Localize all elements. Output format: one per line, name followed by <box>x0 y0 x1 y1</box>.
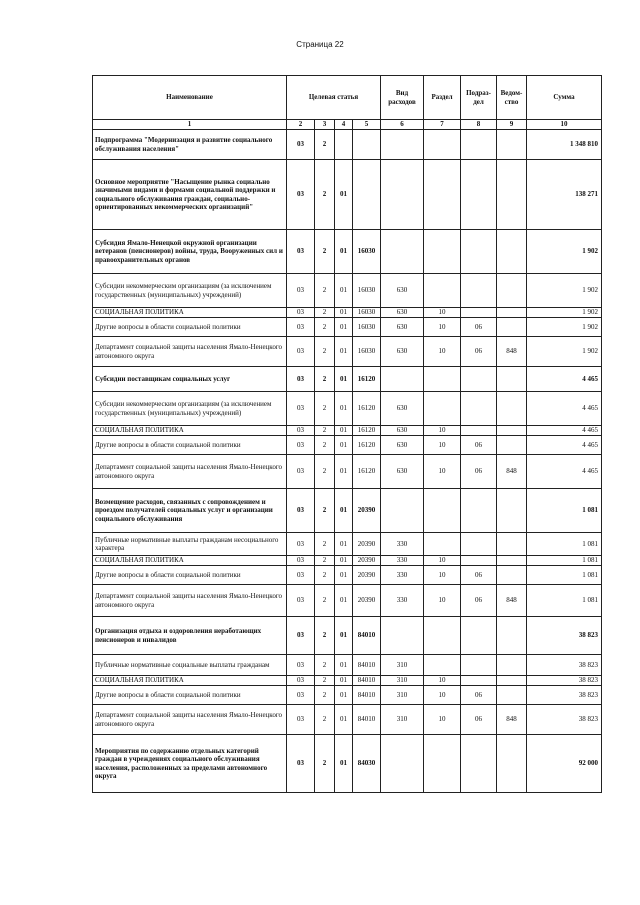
budget-table <box>92 75 602 793</box>
row-subsection <box>461 489 497 533</box>
row-sum: 38 823 <box>527 617 602 655</box>
row-target-code: 84030 <box>353 735 381 793</box>
table-row <box>93 617 602 655</box>
row-sum: 1 902 <box>527 337 602 367</box>
table-row <box>93 705 602 735</box>
row-subsection: 06 <box>461 585 497 617</box>
row-target-code: 16030 <box>353 308 381 318</box>
row-target-event: 01 <box>335 489 353 533</box>
row-target-code: 16120 <box>353 367 381 392</box>
row-name: Другие вопросы в области социальной политики <box>93 436 287 455</box>
row-target-program: 03 <box>287 367 315 392</box>
row-subsection <box>461 426 497 436</box>
row-sum: 1 902 <box>527 274 602 308</box>
row-sum: 1 081 <box>527 556 602 566</box>
table-row <box>93 735 602 793</box>
row-target-subprogram: 2 <box>315 455 335 489</box>
row-target-program: 03 <box>287 160 315 230</box>
row-target-program: 03 <box>287 130 315 160</box>
row-sum: 38 823 <box>527 686 602 705</box>
row-target-subprogram: 2 <box>315 617 335 655</box>
row-target-code: 20390 <box>353 556 381 566</box>
row-target-program: 03 <box>287 318 315 337</box>
row-target-program: 03 <box>287 585 315 617</box>
row-name: Публичные нормативные выплаты гражданам несоциального характера <box>93 533 287 556</box>
row-expense-type: 310 <box>381 686 424 705</box>
row-target-subprogram: 2 <box>315 676 335 686</box>
row-expense-type: 330 <box>381 566 424 585</box>
row-target-program: 03 <box>287 337 315 367</box>
row-target-subprogram: 2 <box>315 533 335 556</box>
row-target-subprogram: 2 <box>315 556 335 566</box>
row-sum: 1 081 <box>527 585 602 617</box>
row-target-code: 16030 <box>353 230 381 274</box>
row-name: Организация отдыха и оздоровления неработающих пенсионеров и инвалидов <box>93 617 287 655</box>
row-target-program: 03 <box>287 617 315 655</box>
row-department <box>497 676 527 686</box>
row-name: Основное мероприятие "Насыщение рынка социально значимыми видами и формами социальной поддержки и социального обслуживания граждан, социально-ориентированных некоммерческих организаций" <box>93 160 287 230</box>
header-subsection: Подраз-дел <box>461 76 497 120</box>
row-expense-type: 630 <box>381 392 424 426</box>
row-target-program: 03 <box>287 686 315 705</box>
row-sum: 92 000 <box>527 735 602 793</box>
row-expense-type: 630 <box>381 308 424 318</box>
row-subsection <box>461 392 497 426</box>
row-target-program: 03 <box>287 566 315 585</box>
row-subsection: 06 <box>461 455 497 489</box>
row-section <box>424 392 461 426</box>
row-expense-type: 330 <box>381 585 424 617</box>
col-number: 4 <box>335 120 353 130</box>
row-section <box>424 617 461 655</box>
row-expense-type: 310 <box>381 705 424 735</box>
row-department <box>497 318 527 337</box>
row-target-program: 03 <box>287 655 315 676</box>
row-target-subprogram: 2 <box>315 655 335 676</box>
row-target-code: 20390 <box>353 489 381 533</box>
row-target-program: 03 <box>287 705 315 735</box>
row-section: 10 <box>424 556 461 566</box>
row-sum: 38 823 <box>527 655 602 676</box>
row-subsection <box>461 617 497 655</box>
row-target-event: 01 <box>335 230 353 274</box>
row-expense-type <box>381 735 424 793</box>
col-number: 7 <box>424 120 461 130</box>
row-section <box>424 160 461 230</box>
row-expense-type: 630 <box>381 274 424 308</box>
header-exp-type: Вид расходов <box>381 76 424 120</box>
row-expense-type <box>381 489 424 533</box>
row-target-program: 03 <box>287 230 315 274</box>
header-section: Раздел <box>424 76 461 120</box>
table-row <box>93 230 602 274</box>
row-subsection <box>461 655 497 676</box>
row-section <box>424 367 461 392</box>
row-section: 10 <box>424 585 461 617</box>
row-target-event: 01 <box>335 556 353 566</box>
table-header <box>93 76 602 130</box>
row-subsection: 06 <box>461 686 497 705</box>
row-section: 10 <box>424 436 461 455</box>
col-number: 5 <box>353 120 381 130</box>
row-target-subprogram: 2 <box>315 337 335 367</box>
row-section: 10 <box>424 426 461 436</box>
row-subsection <box>461 160 497 230</box>
row-section <box>424 489 461 533</box>
row-sum: 1 081 <box>527 489 602 533</box>
col-number: 9 <box>497 120 527 130</box>
row-name: Подпрограмма "Модернизация и развитие социального обслуживания населения" <box>93 130 287 160</box>
row-sum: 1 348 810 <box>527 130 602 160</box>
row-target-program: 03 <box>287 274 315 308</box>
row-sum: 4 465 <box>527 426 602 436</box>
row-target-code: 84010 <box>353 686 381 705</box>
table-row <box>93 392 602 426</box>
row-department <box>497 556 527 566</box>
table-row <box>93 585 602 617</box>
row-target-event: 01 <box>335 436 353 455</box>
row-department: 848 <box>497 337 527 367</box>
row-target-event: 01 <box>335 617 353 655</box>
row-department <box>497 160 527 230</box>
header-sum: Сумма <box>527 76 602 120</box>
row-expense-type: 310 <box>381 655 424 676</box>
row-section: 10 <box>424 308 461 318</box>
row-target-program: 03 <box>287 392 315 426</box>
row-department: 848 <box>497 455 527 489</box>
row-sum: 1 081 <box>527 533 602 556</box>
row-target-event: 01 <box>335 426 353 436</box>
row-target-event: 01 <box>335 585 353 617</box>
row-department: 848 <box>497 585 527 617</box>
col-number: 8 <box>461 120 497 130</box>
row-target-code <box>353 160 381 230</box>
row-target-event: 01 <box>335 274 353 308</box>
row-name: Субсидия Ямало-Ненецкой окружной организации ветеранов (пенсионеров) войны, труда, Вооруженных сил и правоохранительных органов <box>93 230 287 274</box>
row-target-event: 01 <box>335 533 353 556</box>
table-row <box>93 436 602 455</box>
table-row <box>93 367 602 392</box>
row-target-event <box>335 130 353 160</box>
row-name: Мероприятия по содержанию отдельных категорий граждан в учреждениях социального обслуживания населения, расположенных за пределами автономного округа <box>93 735 287 793</box>
row-department <box>497 130 527 160</box>
row-target-code: 84010 <box>353 655 381 676</box>
row-name: Субсидии поставщикам социальных услуг <box>93 367 287 392</box>
row-section <box>424 655 461 676</box>
row-target-subprogram: 2 <box>315 230 335 274</box>
row-section: 10 <box>424 318 461 337</box>
row-target-subprogram: 2 <box>315 489 335 533</box>
row-section: 10 <box>424 705 461 735</box>
table-row <box>93 308 602 318</box>
row-target-code: 16030 <box>353 318 381 337</box>
row-sum: 38 823 <box>527 676 602 686</box>
row-subsection <box>461 556 497 566</box>
row-expense-type: 310 <box>381 676 424 686</box>
row-name: Субсидии некоммерческим организациям (за исключением государственных (муниципальных) учреждений) <box>93 274 287 308</box>
table-row <box>93 160 602 230</box>
row-target-subprogram: 2 <box>315 735 335 793</box>
row-name: СОЦИАЛЬНАЯ ПОЛИТИКА <box>93 426 287 436</box>
table-row <box>93 274 602 308</box>
row-expense-type <box>381 230 424 274</box>
col-number: 2 <box>287 120 315 130</box>
row-target-event: 01 <box>335 705 353 735</box>
row-name: Департамент социальной защиты населения Ямало-Ненецкого автономного округа <box>93 585 287 617</box>
row-sum: 1 902 <box>527 308 602 318</box>
row-target-subprogram: 2 <box>315 426 335 436</box>
row-expense-type <box>381 160 424 230</box>
row-target-subprogram: 2 <box>315 318 335 337</box>
row-expense-type: 630 <box>381 426 424 436</box>
row-target-event: 01 <box>335 160 353 230</box>
row-target-subprogram: 2 <box>315 566 335 585</box>
row-expense-type: 630 <box>381 318 424 337</box>
row-target-code: 20390 <box>353 533 381 556</box>
row-target-code: 20390 <box>353 566 381 585</box>
row-section <box>424 533 461 556</box>
row-sum: 4 465 <box>527 436 602 455</box>
table-row <box>93 556 602 566</box>
row-name: СОЦИАЛЬНАЯ ПОЛИТИКА <box>93 556 287 566</box>
row-name: Другие вопросы в области социальной политики <box>93 566 287 585</box>
col-number: 3 <box>315 120 335 130</box>
row-target-program: 03 <box>287 533 315 556</box>
row-subsection: 06 <box>461 318 497 337</box>
row-section <box>424 735 461 793</box>
row-target-code: 84010 <box>353 676 381 686</box>
row-name: СОЦИАЛЬНАЯ ПОЛИТИКА <box>93 676 287 686</box>
row-department <box>497 274 527 308</box>
row-department <box>497 392 527 426</box>
row-department <box>497 367 527 392</box>
row-expense-type: 630 <box>381 337 424 367</box>
row-department <box>497 230 527 274</box>
row-subsection <box>461 735 497 793</box>
row-sum: 4 465 <box>527 455 602 489</box>
row-name: Субсидии некоммерческим организациям (за исключением государственных (муниципальных) учреждений) <box>93 392 287 426</box>
row-name: Другие вопросы в области социальной политики <box>93 686 287 705</box>
row-name: СОЦИАЛЬНАЯ ПОЛИТИКА <box>93 308 287 318</box>
row-sum: 4 465 <box>527 367 602 392</box>
row-subsection <box>461 274 497 308</box>
row-department <box>497 566 527 585</box>
row-target-program: 03 <box>287 489 315 533</box>
row-subsection <box>461 308 497 318</box>
row-target-event: 01 <box>335 566 353 585</box>
row-target-code: 84010 <box>353 705 381 735</box>
row-department <box>497 489 527 533</box>
row-subsection <box>461 367 497 392</box>
row-name: Департамент социальной защиты населения Ямало-Ненецкого автономного округа <box>93 455 287 489</box>
row-target-code: 16030 <box>353 274 381 308</box>
row-subsection <box>461 533 497 556</box>
row-department <box>497 735 527 793</box>
row-target-subprogram: 2 <box>315 308 335 318</box>
row-target-event: 01 <box>335 676 353 686</box>
row-target-event: 01 <box>335 455 353 489</box>
row-name: Департамент социальной защиты населения Ямало-Ненецкого автономного округа <box>93 337 287 367</box>
row-department <box>497 426 527 436</box>
table-row <box>93 130 602 160</box>
row-department: 848 <box>497 705 527 735</box>
row-expense-type: 630 <box>381 455 424 489</box>
row-target-event: 01 <box>335 735 353 793</box>
row-department <box>497 308 527 318</box>
row-name: Департамент социальной защиты населения Ямало-Ненецкого автономного округа <box>93 705 287 735</box>
row-sum: 138 271 <box>527 160 602 230</box>
row-section: 10 <box>424 686 461 705</box>
row-target-subprogram: 2 <box>315 130 335 160</box>
row-sum: 1 902 <box>527 318 602 337</box>
table-row <box>93 489 602 533</box>
row-section: 10 <box>424 455 461 489</box>
row-subsection: 06 <box>461 436 497 455</box>
row-name: Публичные нормативные социальные выплаты гражданам <box>93 655 287 676</box>
row-target-code: 16120 <box>353 455 381 489</box>
row-target-program: 03 <box>287 556 315 566</box>
row-target-subprogram: 2 <box>315 274 335 308</box>
row-sum: 1 081 <box>527 566 602 585</box>
row-target-code: 16030 <box>353 337 381 367</box>
row-target-subprogram: 2 <box>315 160 335 230</box>
table-body <box>93 130 602 793</box>
row-target-program: 03 <box>287 308 315 318</box>
row-target-program: 03 <box>287 735 315 793</box>
row-name: Возмещение расходов, связанных с сопровождением и проездом получателей социальных услуг и организации социального обслуживания <box>93 489 287 533</box>
row-subsection <box>461 676 497 686</box>
table-row <box>93 533 602 556</box>
row-expense-type <box>381 130 424 160</box>
row-target-code: 16120 <box>353 392 381 426</box>
row-section: 10 <box>424 676 461 686</box>
row-target-program: 03 <box>287 436 315 455</box>
col-number: 6 <box>381 120 424 130</box>
header-dept: Ведом-ство <box>497 76 527 120</box>
row-department <box>497 436 527 455</box>
row-section <box>424 230 461 274</box>
row-subsection: 06 <box>461 566 497 585</box>
row-subsection: 06 <box>461 337 497 367</box>
table-row <box>93 318 602 337</box>
row-target-code: 84010 <box>353 617 381 655</box>
row-expense-type: 330 <box>381 533 424 556</box>
row-section <box>424 274 461 308</box>
table-row <box>93 337 602 367</box>
row-target-program: 03 <box>287 426 315 436</box>
header-target: Целевая статья <box>287 76 381 120</box>
row-sum: 38 823 <box>527 705 602 735</box>
row-subsection: 06 <box>461 705 497 735</box>
table-row <box>93 686 602 705</box>
row-subsection <box>461 230 497 274</box>
row-target-code: 20390 <box>353 585 381 617</box>
row-target-event: 01 <box>335 367 353 392</box>
row-name: Другие вопросы в области социальной политики <box>93 318 287 337</box>
row-target-subprogram: 2 <box>315 436 335 455</box>
header-name: Наименование <box>93 76 287 120</box>
row-department <box>497 655 527 676</box>
row-target-event: 01 <box>335 686 353 705</box>
table-row <box>93 655 602 676</box>
row-subsection <box>461 130 497 160</box>
col-number: 10 <box>527 120 602 130</box>
row-section <box>424 130 461 160</box>
table-row <box>93 676 602 686</box>
row-target-subprogram: 2 <box>315 585 335 617</box>
row-expense-type <box>381 617 424 655</box>
row-section: 10 <box>424 337 461 367</box>
row-target-code <box>353 130 381 160</box>
row-expense-type: 330 <box>381 556 424 566</box>
row-expense-type: 630 <box>381 436 424 455</box>
row-section: 10 <box>424 566 461 585</box>
row-department <box>497 686 527 705</box>
col-number: 1 <box>93 120 287 130</box>
row-target-subprogram: 2 <box>315 367 335 392</box>
row-target-program: 03 <box>287 676 315 686</box>
row-sum: 4 465 <box>527 392 602 426</box>
row-target-event: 01 <box>335 318 353 337</box>
row-department <box>497 533 527 556</box>
row-target-program: 03 <box>287 455 315 489</box>
table-row <box>93 426 602 436</box>
row-department <box>497 617 527 655</box>
row-expense-type <box>381 367 424 392</box>
row-target-event: 01 <box>335 308 353 318</box>
row-target-event: 01 <box>335 655 353 676</box>
row-target-code: 16120 <box>353 426 381 436</box>
row-target-code: 16120 <box>353 436 381 455</box>
table-row <box>93 455 602 489</box>
row-target-event: 01 <box>335 392 353 426</box>
row-target-subprogram: 2 <box>315 392 335 426</box>
row-sum: 1 902 <box>527 230 602 274</box>
row-target-subprogram: 2 <box>315 705 335 735</box>
row-target-subprogram: 2 <box>315 686 335 705</box>
row-target-event: 01 <box>335 337 353 367</box>
table-row <box>93 566 602 585</box>
page-title: Страница 22 <box>296 40 344 49</box>
